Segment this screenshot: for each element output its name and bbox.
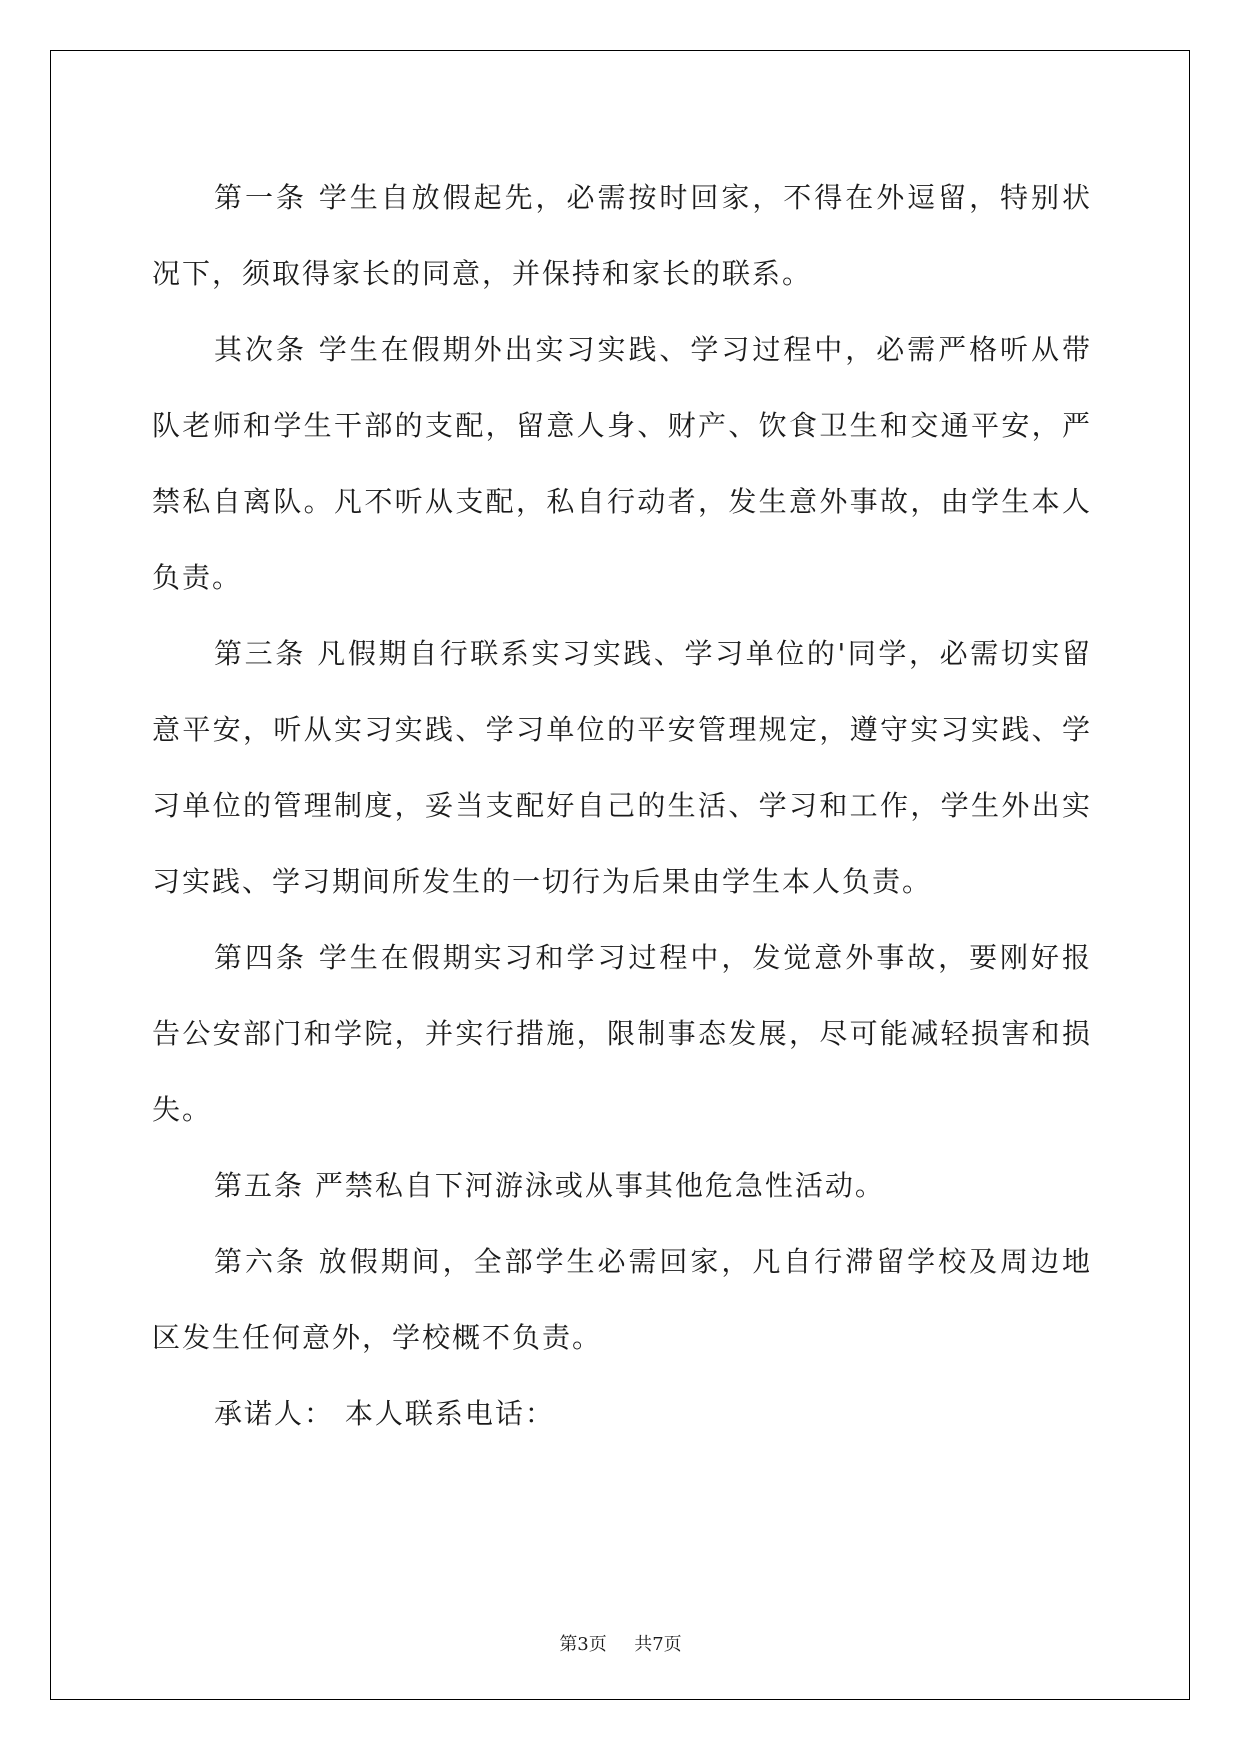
paragraph-article-5: 第五条 严禁私自下河游泳或从事其他危急性活动。 — [214, 1169, 885, 1202]
page-total: 共7页 — [634, 1634, 682, 1655]
page-footer — [0, 1630, 1241, 1656]
paragraph-article-2: 其次条 学生在假期外出实习实践、学习过程中，必需严格听从带队老师和学生干部的支配，留意人身、财产、饮食卫生和交通平安，严禁私自离队。凡不听从支配，私自行动者，发生意外事故，由学生本人负责。 — [152, 333, 1092, 594]
paragraph-article-1: 第一条 学生自放假起先，必需按时回家，不得在外逗留，特别状况下，须取得家长的同意，并保持和家长的联系。 — [152, 181, 1092, 290]
page-number: 第3页 — [559, 1634, 607, 1655]
paragraph-article-6: 第六条 放假期间，全部学生必需回家，凡自行滞留学校及周边地区发生任何意外，学校概不负责。 — [152, 1245, 1092, 1354]
document-body — [152, 160, 1092, 1452]
signature-line: 承诺人： 本人联系电话： — [214, 1397, 555, 1430]
paragraph-article-4: 第四条 学生在假期实习和学习过程中，发觉意外事故，要刚好报告公安部门和学院，并实行措施，限制事态发展，尽可能减轻损害和损失。 — [152, 941, 1092, 1126]
paragraph-article-3: 第三条 凡假期自行联系实习实践、学习单位的'同学，必需切实留意平安，听从实习实践、学习单位的平安管理规定，遵守实习实践、学习单位的管理制度，妥当支配好自己的生活、学习和工作，学生外出实习实践、学习期间所发生的一切行为后果由学生本人负责。 — [152, 637, 1092, 898]
